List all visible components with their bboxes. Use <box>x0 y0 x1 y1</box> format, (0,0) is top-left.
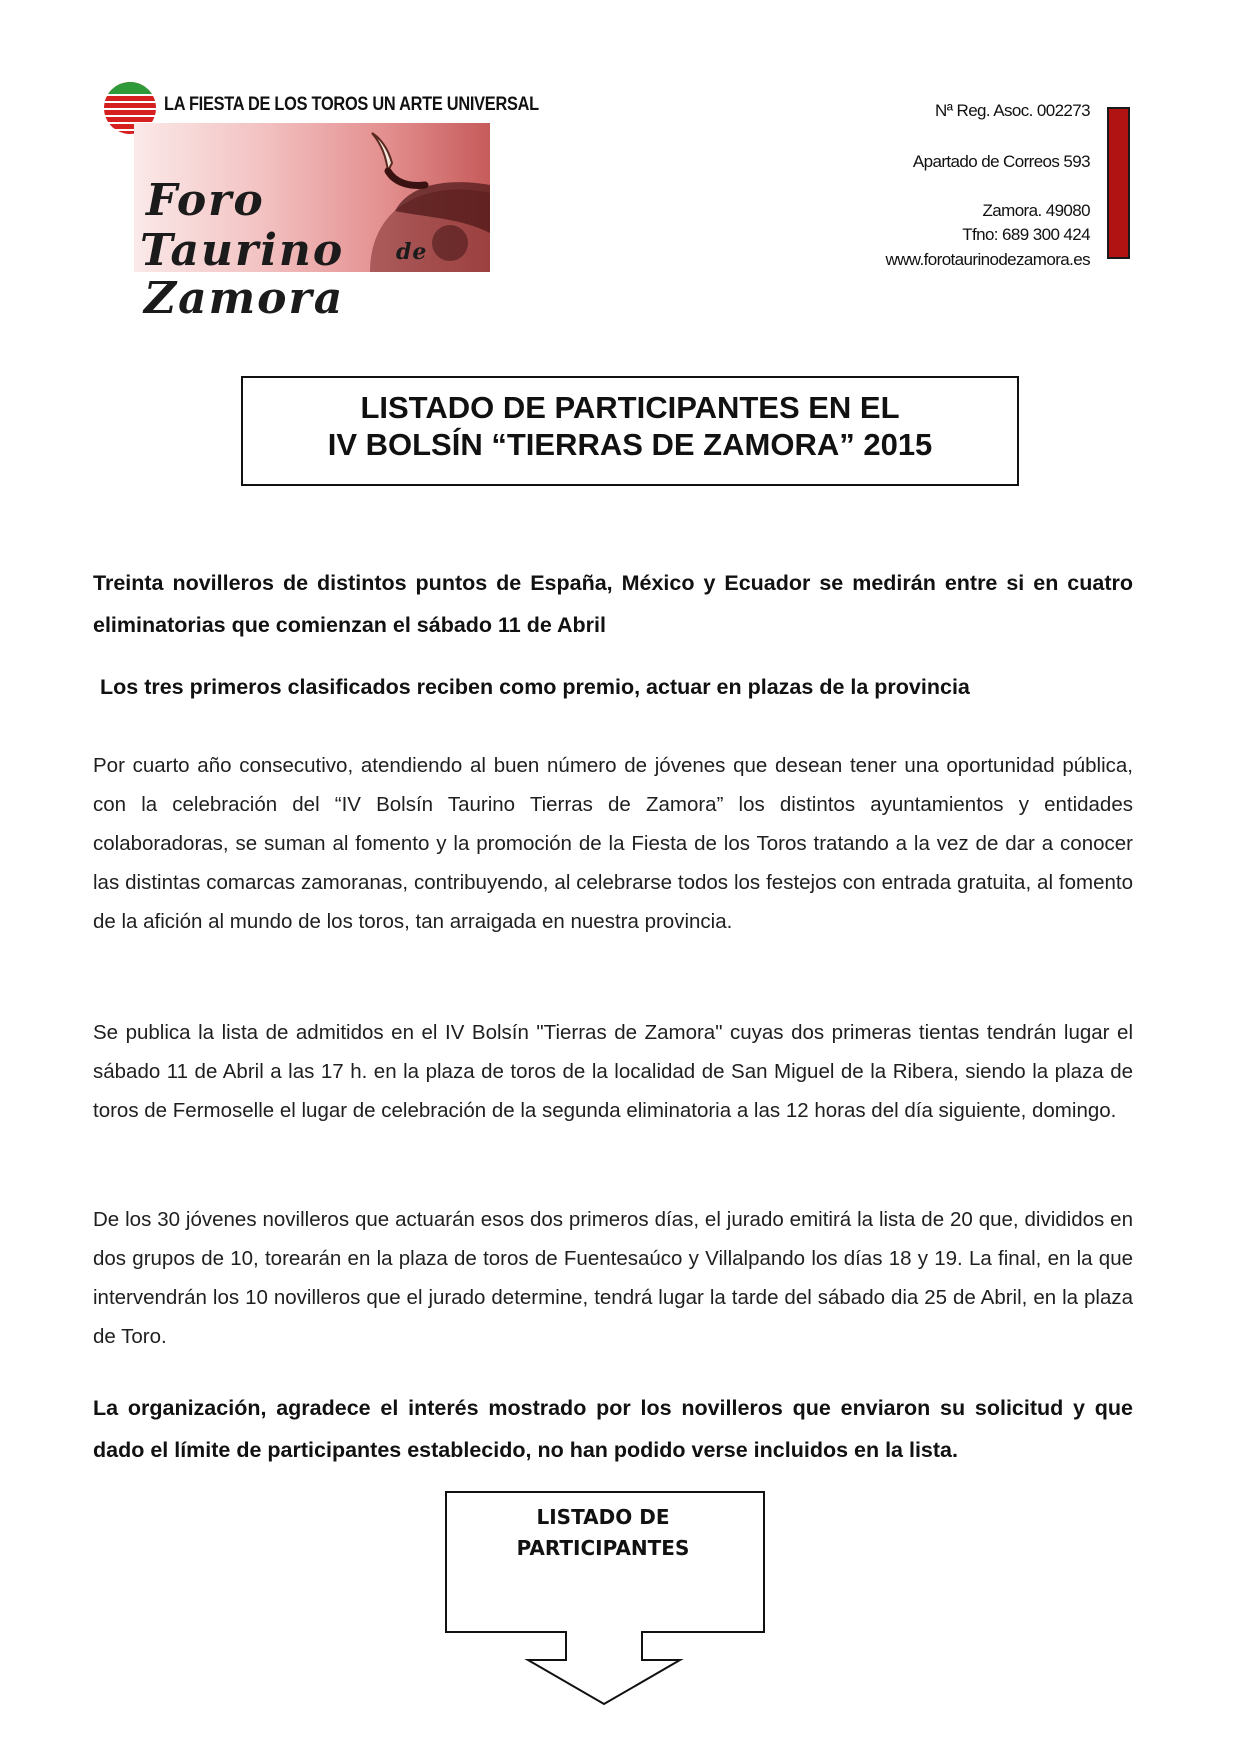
body-paragraph-2: Se publica la lista de admitidos en el IV Bolsín "Tierras de Zamora" cuyas dos primeras tientas tendrán lugar el sábado 11 de Abril a las 17 h. en la plaza de toros de la localidad de San Miguel de la Ribera, siendo la plaza de toros de Fermoselle el lugar de celebración de la segunda eliminatoria a las 12 horas del día siguiente, domingo. <box>93 1021 1133 1122</box>
arrow-label-line-2: PARTICIPANTES <box>516 1536 690 1560</box>
logo-panel <box>134 123 490 324</box>
logo <box>104 80 539 324</box>
lead-paragraph: Treinta novilleros de distintos puntos de España, México y Ecuador se medirán entre si en cuatro eliminatorias que comienzan el sábado 11 de Abril <box>93 571 1133 637</box>
body-paragraph-1: Por cuarto año consecutivo, atendiendo al buen número de jóvenes que desean tener una oportunidad pública, con la celebración del “IV Bolsín Taurino Tierras de Zamora” los distintos ayuntamientos y entidades colaboradoras, se suman al fomento y la promoción de la Fiesta de los Toros tratando a la vez de dar a conocer las distintas comarcas zamoranas, contribuyendo, al celebrarse todos los festejos con entrada gratuita, al fomento de la afición al mundo de los toros, tan arraigada en nuestra provincia. <box>93 754 1133 933</box>
body-paragraph-3: De los 30 jóvenes novilleros que actuarán esos dos primeros días, el jurado emitirá la lista de 20 que, divididos en dos grupos de 10, torearán en la plaza de toros de Fuentesaúco y Villalpando los días 18 y 19. La final, en la que intervendrán los 10 novilleros que el jurado determine, tendrá lugar la tarde del sábado dia 25 de Abril, en la plaza de Toro. <box>93 1208 1133 1348</box>
title-line-1: LISTADO DE PARTICIPANTES EN EL <box>360 390 900 425</box>
phone: Tfno: 689 300 424 <box>962 225 1090 244</box>
reg-number: Nª Reg. Asoc. 002273 <box>935 101 1090 120</box>
website: www.forotaurinodezamora.es <box>885 250 1090 269</box>
logo-tagline: LA FIESTA DE LOS TOROS UN ARTE UNIVERSAL <box>164 94 539 115</box>
title-box <box>241 376 1019 486</box>
logo-word-foro: Foro <box>146 175 265 226</box>
closing-paragraph: La organización, agradece el interés mostrado por los novilleros que enviaron su solicitud y que dado el límite de participantes establecido, no han podido verse incluidos en la lista. <box>93 1396 1133 1462</box>
accent-bar <box>1107 107 1130 259</box>
subheading: Los tres primeros clasificados reciben como premio, actuar en plazas de la provincia <box>100 675 970 699</box>
arrow-callout-label <box>446 1502 760 1564</box>
title-line-2: IV BOLSÍN “TIERRAS DE ZAMORA” 2015 <box>327 427 933 462</box>
city-postcode: Zamora. 49080 <box>982 201 1090 220</box>
logo-word-de: de <box>396 239 428 265</box>
logo-word-zamora: Zamora <box>144 273 345 324</box>
arrow-label-line-1: LISTADO DE <box>536 1505 670 1529</box>
logo-word-taurino: Taurino <box>140 225 345 276</box>
po-box: Apartado de Correos 593 <box>912 152 1090 171</box>
